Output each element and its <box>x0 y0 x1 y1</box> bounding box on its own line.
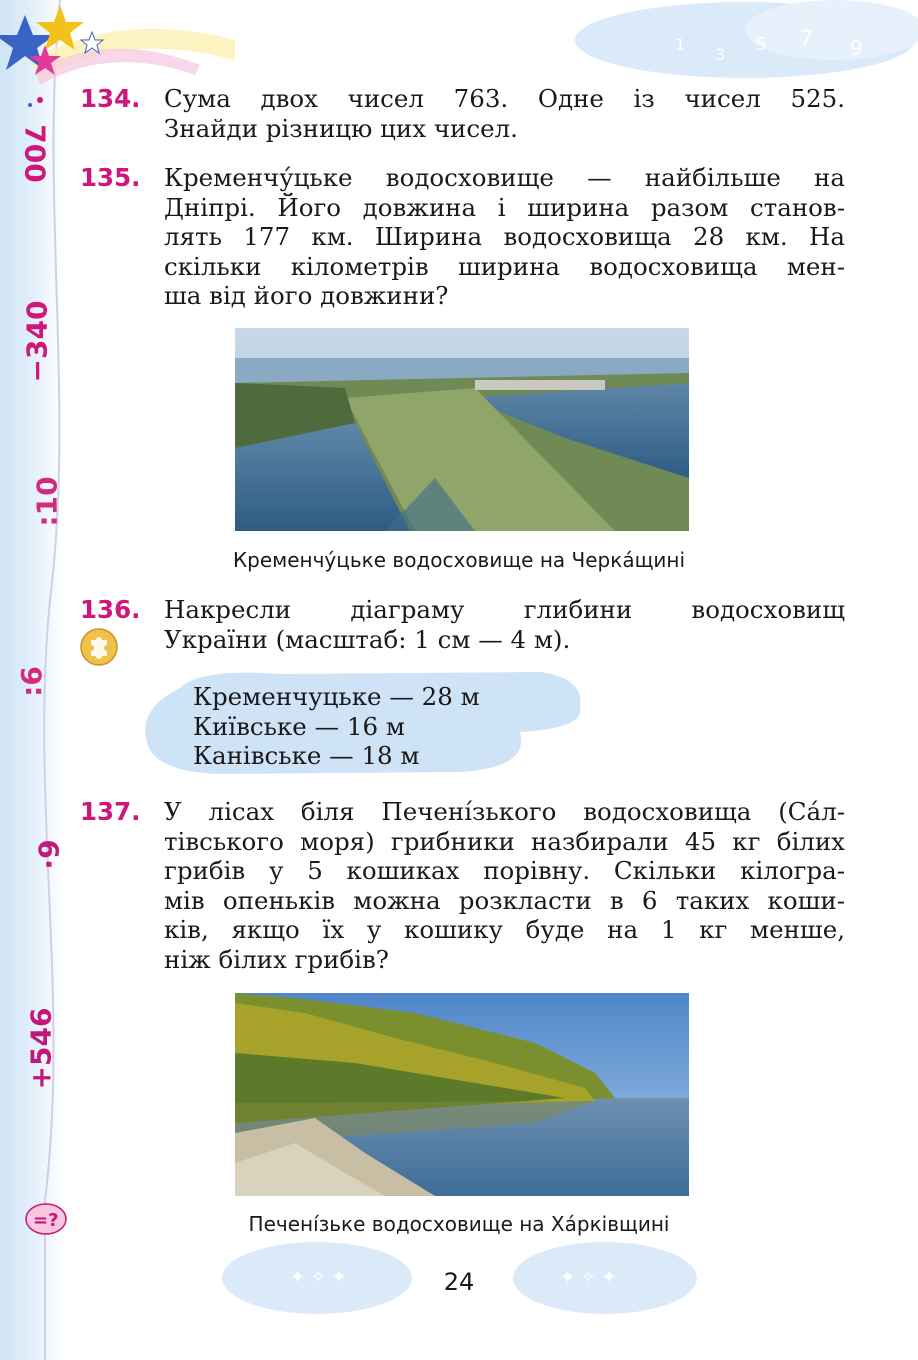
task-line: ніж білих грибів? <box>164 944 389 974</box>
task-number: 136. <box>80 595 141 624</box>
photo-caption: Печені́зьке водосховище на Ха́рківщині <box>248 1212 670 1236</box>
svg-text:✦ ✧ ✦: ✦ ✧ ✦ <box>560 1267 617 1288</box>
svg-text:3: 3 <box>715 45 726 64</box>
task-136 <box>80 595 845 654</box>
task-line: Кременчу́цьке водосховище — найбільше на <box>164 163 845 192</box>
task-line: лять 177 км. Ширина водосховища 28 км. На <box>164 222 845 251</box>
task-line: Накресли діаграму глибини водосховищ <box>164 595 845 624</box>
task-line: ша від його довжини? <box>164 281 449 310</box>
margin-number-div-10: :10 <box>30 476 64 527</box>
photo-kremenchuk-reservoir <box>235 328 689 531</box>
svg-text:9: 9 <box>850 36 863 60</box>
margin-number-div-6: :6 <box>14 666 48 697</box>
depth-item: Канівське — 18 м <box>193 741 420 770</box>
task-line: мів опеньків можна розкласти в 6 таких коши- <box>164 885 845 915</box>
svg-text:✦ ✧ ✦: ✦ ✧ ✦ <box>290 1267 347 1288</box>
task-text <box>164 163 845 311</box>
task-line: скільки кілометрів ширина водосховища мен- <box>164 251 845 281</box>
depth-item: Кременчуцьке — 28 м <box>193 682 480 711</box>
margin-number-700: 700 <box>18 124 52 183</box>
task-number: 135. <box>80 163 141 192</box>
task-line: тівського моря) грибники назбирали 45 кг білих <box>164 826 845 856</box>
svg-text:7: 7 <box>800 26 813 50</box>
equals-question-icon <box>25 1203 67 1235</box>
depth-item: Київське — 16 м <box>193 711 405 741</box>
task-text <box>164 797 845 974</box>
puzzle-icon <box>80 628 118 666</box>
top-cloud-decor <box>575 0 918 80</box>
task-text <box>164 595 845 654</box>
task-number: 137. <box>80 797 141 826</box>
task-line: Сума двох чисел 763. Одне із чисел 525. <box>164 84 845 113</box>
page-number: 24 <box>443 1268 475 1296</box>
photo-caption: Кременчу́цьке водосховище на Черка́щині <box>232 548 686 572</box>
task-line: Знайди різницю цих чисел. <box>164 113 518 143</box>
depth-list <box>193 682 480 771</box>
task-text <box>164 84 845 143</box>
task-line: України (масштаб: 1 см — 4 м). <box>164 624 571 654</box>
task-line: У лісах біля Печені́зького водосховища (Са́л- <box>164 797 845 826</box>
task-line: Дніпрі. Його довжина і ширина разом станов- <box>164 192 845 222</box>
task-line: грибів у 5 кошиках порівну. Скільки кілогра- <box>164 856 845 885</box>
svg-text:5: 5 <box>755 34 767 55</box>
margin-number-minus-340: −340 <box>20 300 54 383</box>
margin-number-plus-546: +546 <box>24 1007 58 1090</box>
margin-number-mul-9: ·9 <box>32 839 66 870</box>
photo-pechenihy-reservoir <box>235 993 689 1196</box>
task-135 <box>80 163 845 311</box>
task-137 <box>80 797 845 974</box>
task-line: ків, якщо їх у кошику буде на 1 кг менше, <box>164 915 845 944</box>
task-134 <box>80 84 845 143</box>
task-number: 134. <box>80 84 141 113</box>
svg-text:1: 1 <box>675 35 686 54</box>
svg-text:=?: =? <box>33 1210 59 1231</box>
